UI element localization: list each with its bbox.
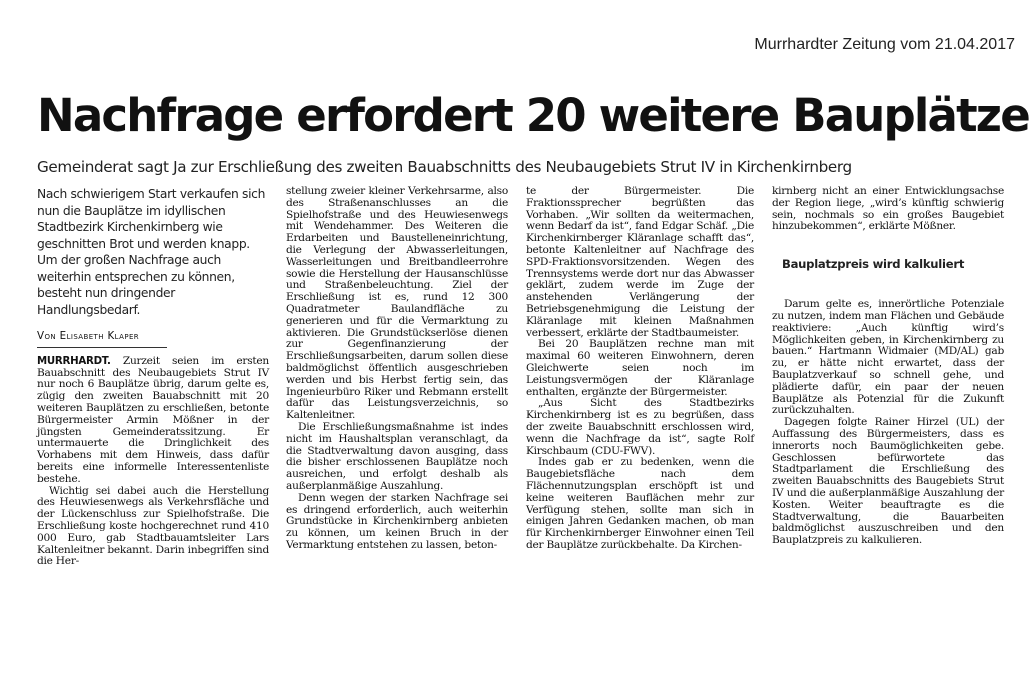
newspaper-source-date: Murrhardter Zeitung vom 21.04.2017 <box>754 36 1015 53</box>
article-column-3 <box>526 186 754 552</box>
article-column-4 <box>772 186 1004 547</box>
article-paragraph: „Aus Sicht des Stadtbezirks Kirchenkirnberg ist es zu begrüßen, dass der zweite Bauabschnitt erschlossen wird, wenn die Nachfrage da ist“, sagte Rolf Kirschbaum (CDU-FWV). <box>526 397 754 457</box>
article-paragraph: Wichtig sei dabei auch die Herstellung des Heuwiesenwegs als Verkehrsfläche und der Lückenschluss zur Spielhofstraße. Die Erschließung koste hochgerechnet rund 410 000 Euro, gab Stadtbauamtsleiter Lars Kaltenleitner bekannt. Darin inbegriffen sind die Her- <box>37 484 269 568</box>
article-subheadline: Gemeinderat sagt Ja zur Erschließung des zweiten Bauabschnitts des Neubaugebiets Strut IV in Kirchenkirnberg <box>37 158 852 176</box>
article-teaser: Nach schwierigem Start verkaufen sich nun die Bauplätze im idyllischen Stadtbezirk Kirchenkirnberg wie geschnitten Brot und werden knapp. Um der großen Nachfrage auch weiterhin entsprechen zu können, besteht nun dringender Handlungsbedarf. <box>37 187 266 317</box>
article-paragraph: Denn wegen der starken Nachfrage sei es dringend erforderlich, auch weiterhin Grundstücke in Kirchenkirnberg anbieten zu können, um keinen Bruch in der Vermarktung entstehen zu lassen, beton- <box>286 491 508 551</box>
article-paragraph: Indes gab er zu bedenken, wenn die Baugebietsfläche nach dem Flächennutzungsplan erschöpft ist und keine weiteren Bauflächen mehr zur Verfügung stehen, sollte man sich in einigen Jahren Gedanken machen, ob man für Kirchenkirnberger Einwohner einen Teil der Bauplätze zurückbehalte. Da Kirchen- <box>526 456 754 551</box>
article-column-1 <box>37 186 269 568</box>
paragraph-text: Zurzeit seien im ersten Bauabschnitt des Neubaugebiets Strut IV nur noch 6 Bauplätze übrig, darum gelte es, zügig den zweiten Bauabschnitt mit 20 weiteren Bauplätzen zu erschließen, betonte Bürgermeister Armin Mößner in der jüngsten Gemeinderatssitzung. Er untermauerte die Dringlichkeit des Vorhabens mit dem Hinweis, dass dafür bereits eine informelle Interessentenliste bestehe. <box>37 354 269 485</box>
author-byline: Von Elisabeth Klaper <box>37 331 167 348</box>
article-paragraph: Die Erschließungsmaßnahme ist indes nicht im Haushaltsplan veranschlagt, da die Stadtverwaltung davon ausging, dass die bisher erschlossenen Bauplätze noch ausreichen, und erfolgt deshalb als außerplanmäßige Auszahlung. <box>286 420 508 492</box>
dateline: MURRHARDT. <box>37 355 111 367</box>
article-paragraph: kirnberg nicht an einer Entwicklungsachse der Region liege, „wird’s künftig schwierig sein, nochmals so ein großes Baugebiet hinzubekommen“, erklärte Mößner. <box>772 185 1004 233</box>
article-headline: Nachfrage erfordert 20 weitere Bauplätze <box>37 89 1029 142</box>
article-paragraph: Darum gelte es, innerörtliche Potenziale zu nutzen, indem man Flächen und Gebäude reaktiviere: „Auch künftig wird’s Möglichkeiten geben, in Kirchenkirnberg zu bauen.“ Hartmann Widmaier (MD/AL) gab zu, er hätte nicht erwartet, dass der Bauplatzverkauf so schnell gehe, und plädierte dafür, ein paar der neuen Bauplätze als Potenzial für die Zukunft zurückzuhalten. <box>772 298 1004 417</box>
article-paragraph: stellung zweier kleiner Verkehrsarme, also des Straßenanschlusses an die Spielhofstraße und des Heuwiesenwegs mit Wendehammer. Des Weiteren die Erdarbeiten und Baustelleneinrichtung, die Verlegung der Abwasserleitungen, Wasserleitungen und Breitbandleerrohre sowie die Herstellung der Hausanschlüsse und Straßenbeleuchtung. Ziel der Erschließung ist es, rund 12 300 Quadratmeter Baulandfläche zu generieren und für die Vermarktung zu aktivieren. Die Grundstückserlöse dienen zur Gegenfinanzierung der Erschließungsarbeiten, darum sollen diese baldmöglichst öffentlich ausgeschrieben werden und bis Herbst fertig sein, das Ingenieurbüro Riker und Rebmann erstellt dafür das Leistungsverzeichnis, so Kaltenleitner. <box>286 185 508 422</box>
article-paragraph: Dagegen folgte Rainer Hirzel (UL) der Auffassung des Bürgermeisters, dass es innerorts noch Baumöglichkeiten gebe. Geschlossen befürwortete das Stadtparlament die Erschließung des zweiten Bauabschnitts des Baugebiets Strut IV und die außerplanmäßige Auszahlung der Kosten. Weiter beauftragte es die Stadtverwaltung, die Bauarbeiten baldmöglichst auszuschreiben und den Bauplatzpreis zu kalkulieren. <box>772 416 1004 547</box>
section-subheading: Bauplatzpreis wird kalkuliert <box>782 257 965 272</box>
article-paragraph: te der Bürgermeister. Die Fraktionssprecher begrüßten das Vorhaben. „Wir sollten da weitermachen, wenn Bedarf da ist“, fand Edgar Schäf. „Die Kirchenkirnberger Kläranlage schafft das“, betonte Kaltenleitner auf Nachfrage des SPD-Fraktionsvorsitzenden. Wegen des Trennsystems werde dort nur das Abwasser geklärt, zudem werde im Zuge der anstehenden Verlängerung der Betriebsgenehmigung die Leistung der Kläranlage mit kleinen Maßnahmen verbessert, erklärte der Stadtbaumeister. <box>526 185 754 339</box>
article-paragraph <box>37 356 269 486</box>
article-paragraph: Bei 20 Bauplätzen rechne man mit maximal 60 weiteren Einwohnern, deren Gleichwerte seien noch im Leistungsvermögen der Kläranlage enthalten, ergänzte der Bürgermeister. <box>526 338 754 398</box>
article-column-2 <box>286 186 508 552</box>
